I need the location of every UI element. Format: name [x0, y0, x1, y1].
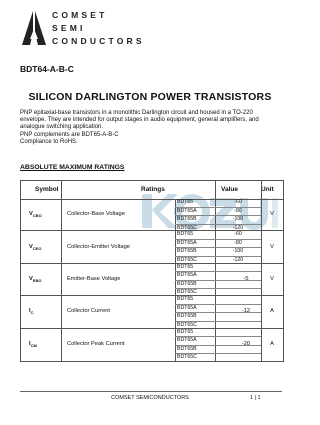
unit-cell: V — [270, 275, 274, 282]
unit-cell: V — [270, 211, 274, 218]
device-name: BDT65B — [175, 313, 215, 322]
device-value: -120 — [232, 256, 244, 263]
rating-cell: Collector-Emitter Voltage — [67, 243, 130, 250]
device-name: BDT65 — [175, 329, 215, 338]
symbol-cell — [29, 308, 33, 315]
device-value — [215, 313, 261, 322]
description-paragraph: PNP epitaxial-base transistors in a monolithic Darlington circuit and housed in a TO-220 envelope. They are intended for output stages in audio equipment, general amplifiers, and analogue switching application. — [20, 110, 259, 131]
device-name: BDT65B — [175, 346, 215, 355]
device-name: BDT65A — [175, 305, 215, 314]
part-number-title: BDT64-A-B-C — [20, 64, 74, 74]
device-name: BDT65C — [177, 289, 197, 296]
logo-wordmark — [52, 9, 145, 48]
document-title: SILICON DARLINGTON POWER TRANSISTORS — [28, 91, 272, 103]
device-value — [215, 354, 261, 362]
value-cell: -12 — [241, 308, 251, 315]
device-name: BDT65B — [175, 281, 215, 290]
device-value — [215, 329, 261, 338]
logo-line-1: COMSET — [52, 10, 108, 20]
device-name: BDT65C — [177, 321, 197, 328]
device-name: BDT65 — [175, 296, 215, 305]
symbol-letter: V — [29, 211, 33, 218]
company-logo — [20, 7, 145, 51]
device-value: -60 — [215, 231, 261, 240]
table-row — [21, 296, 283, 328]
table-row — [21, 231, 283, 263]
symbol-cell — [29, 244, 41, 251]
value-cell: -20 — [241, 340, 251, 347]
symbol-letter: I — [29, 340, 31, 347]
device-value: -100 — [215, 248, 261, 257]
symbol-cell — [29, 211, 42, 218]
table-row — [21, 329, 283, 360]
device-value: -80 — [215, 240, 261, 249]
device-name: BDT65 — [175, 231, 215, 240]
header-symbol: Symbol — [35, 186, 59, 193]
device-name: BDT65C — [177, 224, 197, 231]
device-list — [175, 199, 215, 232]
logo-line-3: CONDUCTORS — [52, 36, 145, 46]
footer-page-number: 1 | 1 — [250, 395, 261, 401]
rating-cell: Emitter-Base Voltage — [67, 275, 121, 282]
value-cell: -5 — [243, 275, 249, 282]
device-value — [215, 281, 261, 290]
device-list — [175, 231, 215, 264]
device-value — [215, 264, 261, 273]
symbol-subscript: CM — [30, 342, 37, 348]
symbol-cell — [29, 276, 41, 283]
device-list — [175, 329, 215, 362]
unit-cell: A — [270, 340, 274, 347]
device-name: BDT65B — [175, 248, 215, 257]
symbol-letter: I — [29, 308, 31, 315]
table-row — [21, 199, 283, 231]
device-name: BDT65A — [175, 240, 215, 249]
rating-cell: Collector Peak Current — [67, 340, 125, 347]
device-value: -100 — [215, 216, 261, 225]
device-value — [215, 296, 261, 305]
device-name: BDT65A — [175, 272, 215, 281]
table-row — [21, 264, 283, 296]
device-value: -80 — [215, 208, 261, 217]
device-name: BDT65C — [177, 256, 197, 263]
description-complements: PNP complements are BDT65-A-B-C — [20, 131, 119, 138]
description — [20, 110, 278, 146]
device-value-list — [215, 199, 261, 232]
header-ratings: Ratings — [141, 186, 165, 193]
device-list — [175, 264, 215, 297]
symbol-letter: V — [29, 243, 33, 250]
device-value: -120 — [232, 224, 244, 231]
device-name: BDT65B — [175, 216, 215, 225]
rating-cell: Collector-Base Voltage — [67, 211, 125, 218]
footer-company: COMSET SEMICONDUCTORS — [111, 395, 189, 401]
symbol-subscript: EBO — [32, 278, 42, 284]
logo-triangle-icon — [20, 7, 48, 49]
unit-cell: A — [270, 308, 274, 315]
device-name: BDT65A — [175, 337, 215, 346]
section-heading: ABSOLUTE MAXIMUM RATINGS — [20, 164, 125, 171]
device-value — [215, 346, 261, 355]
device-name: BDT65 — [175, 264, 215, 273]
symbol-subscript: C — [30, 310, 34, 316]
symbol-subscript: CBO — [32, 213, 42, 219]
device-value: -60 — [215, 199, 261, 208]
symbol-cell — [29, 341, 37, 348]
device-value-list — [215, 231, 261, 264]
device-name: BDT65A — [175, 208, 215, 217]
max-ratings-table — [20, 180, 284, 362]
unit-cell: V — [270, 243, 274, 250]
header-value: Value — [221, 186, 238, 193]
device-list — [175, 296, 215, 329]
symbol-letter: V — [29, 275, 33, 282]
logo-line-2: SEMI — [52, 23, 86, 33]
device-name: BDT65 — [175, 199, 215, 208]
header-unit: Unit — [261, 186, 274, 193]
rating-cell: Collector Current — [67, 308, 110, 315]
description-compliance: Compliance to RoHS. — [20, 138, 78, 145]
footer-divider — [20, 391, 282, 392]
device-name: BDT65C — [177, 354, 197, 361]
symbol-subscript: CEO — [32, 245, 42, 251]
